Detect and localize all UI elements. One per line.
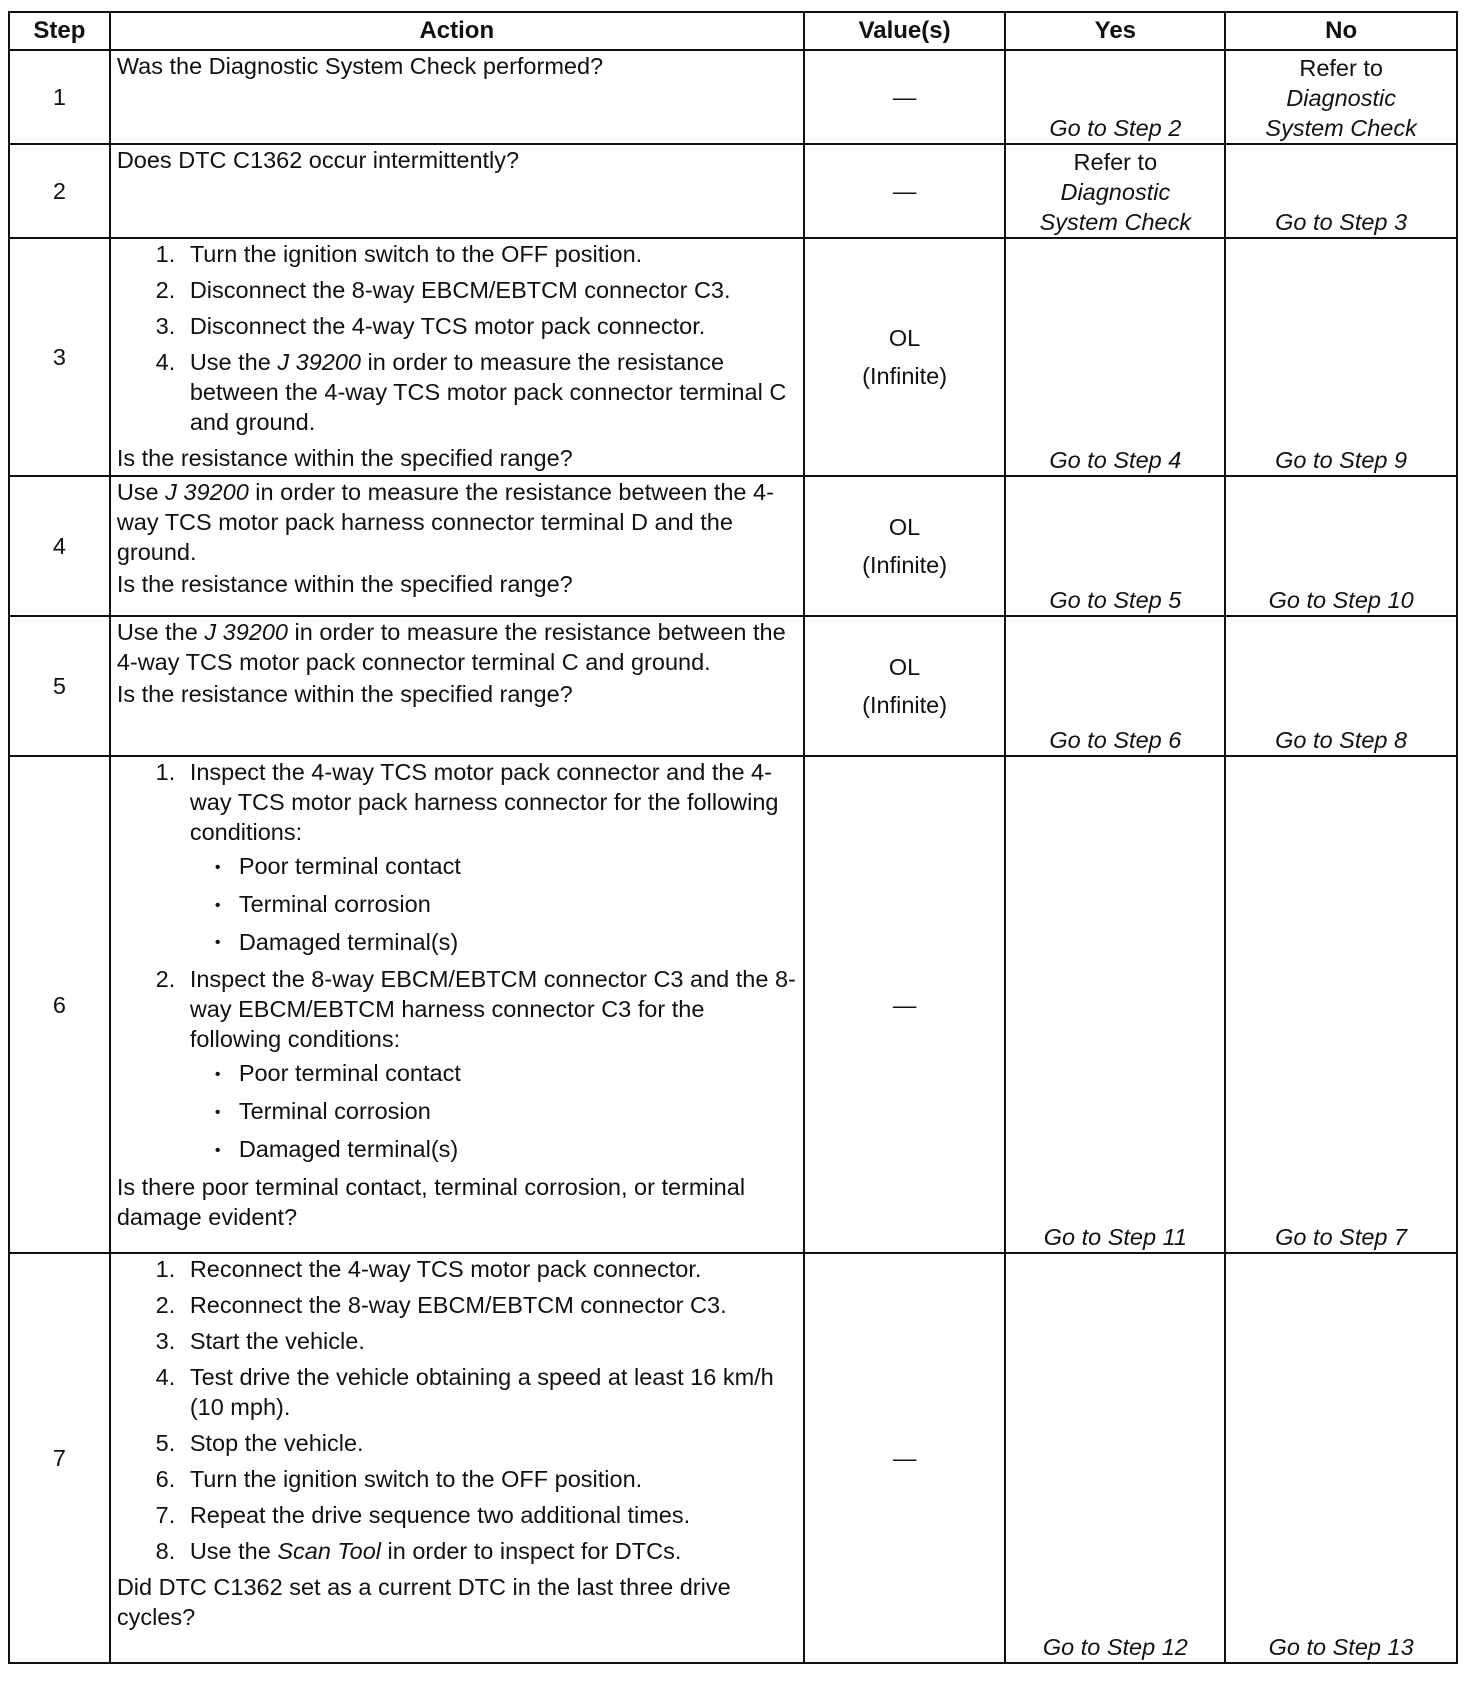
action-question: Does DTC C1362 occur intermittently? [116, 147, 520, 173]
step-number: 7 [9, 1253, 110, 1663]
action-cell [110, 756, 804, 1253]
condition-item: • Poor terminal contact [215, 851, 797, 883]
procedure-item: 4. Test drive the vehicle obtaining a speed at least 16 km/h (10 mph). [182, 1362, 797, 1422]
action-text [117, 619, 786, 675]
table-row [9, 144, 1457, 238]
action-cell [110, 144, 804, 238]
yes-cell: Go to Step 4 [1005, 238, 1225, 476]
condition-item: • Damaged terminal(s) [215, 927, 797, 959]
procedure-item: 6. Turn the ignition switch to the OFF position. [182, 1464, 797, 1494]
header-yes: Yes [1005, 12, 1225, 50]
header-no: No [1225, 12, 1457, 50]
action-cell [110, 50, 804, 144]
procedure-item [182, 964, 797, 1165]
procedure-text: Inspect the 8-way EBCM/EBTCM connector C3 and the 8-way EBCM/EBTCM harness connector C3 for the following conditions: [189, 966, 796, 1053]
text-fragment: in order to measure the resistance between the 4-way TCS motor pack connector terminal C and ground. [189, 349, 787, 435]
step-number: 5 [9, 616, 110, 756]
no-cell: Go to Step 7 [1225, 756, 1457, 1253]
value-cell: — [804, 756, 1006, 1253]
no-cell: Go to Step 9 [1225, 238, 1457, 476]
yes-cell: Go to Step 11 [1005, 756, 1225, 1253]
value-cell: — [804, 50, 1006, 144]
action-question: Was the Diagnostic System Check performed? [116, 53, 604, 79]
action-question: Is there poor terminal contact, terminal corrosion, or terminal damage evident? [116, 1173, 746, 1230]
no-ref-line: Refer to [1299, 55, 1383, 81]
procedure-item [182, 1536, 797, 1566]
action-text [117, 479, 774, 565]
action-cell [110, 616, 804, 756]
value-line: OL [888, 514, 921, 540]
text-fragment: in order to measure the resistance between the 4-way TCS motor pack harness connector terminal D and the ground. [116, 479, 774, 565]
tool-name: J 39200 [165, 479, 249, 505]
step-number: 2 [9, 144, 110, 238]
tool-name: J 39200 [204, 619, 288, 645]
value-cell [804, 476, 1006, 616]
step-number: 3 [9, 238, 110, 476]
value-line: (Infinite) [862, 363, 948, 389]
text-fragment: Use the [189, 1538, 278, 1564]
text-fragment: in order to measure the resistance between the 4-way TCS motor pack connector terminal C and ground. [116, 619, 786, 675]
value-line: (Infinite) [862, 692, 948, 718]
value-cell [804, 616, 1006, 756]
yes-cell [1005, 144, 1225, 238]
condition-item: • Poor terminal contact [215, 1058, 797, 1090]
value-cell: — [804, 1253, 1006, 1663]
action-question: Is the resistance within the specified range? [116, 681, 573, 707]
step-number: 6 [9, 756, 110, 1253]
procedure-item: 3. Disconnect the 4-way TCS motor pack connector. [182, 311, 797, 341]
procedure-item: 1. Turn the ignition switch to the OFF position. [182, 239, 797, 269]
procedure-item: 2. Reconnect the 8-way EBCM/EBTCM connector C3. [182, 1290, 797, 1320]
value-line: OL [888, 325, 921, 351]
text-fragment: in order to inspect for DTCs. [381, 1538, 682, 1564]
procedure-item: 2. Disconnect the 8-way EBCM/EBTCM connector C3. [182, 275, 797, 305]
procedure-list [117, 239, 797, 437]
condition-list [190, 851, 797, 958]
no-ref-line: System Check [1265, 115, 1417, 141]
yes-cell: Go to Step 12 [1005, 1253, 1225, 1663]
table-row [9, 50, 1457, 144]
diagnostic-table [8, 11, 1458, 1664]
yes-cell: Go to Step 6 [1005, 616, 1225, 756]
procedure-text: Inspect the 4-way TCS motor pack connector and the 4-way TCS motor pack harness connector for the following conditions: [189, 759, 779, 845]
text-fragment: Use the [116, 619, 205, 645]
procedure-list [117, 1254, 797, 1566]
step-number: 1 [9, 50, 110, 144]
procedure-item: 1. Reconnect the 4-way TCS motor pack connector. [182, 1254, 797, 1284]
no-cell [1225, 50, 1457, 144]
value-cell: — [804, 144, 1006, 238]
condition-item: • Terminal corrosion [215, 1096, 797, 1128]
procedure-item [182, 757, 797, 958]
condition-item: • Damaged terminal(s) [215, 1134, 797, 1166]
no-ref-line: Diagnostic [1286, 85, 1396, 111]
yes-ref-line: Diagnostic [1060, 179, 1171, 205]
procedure-item [182, 347, 797, 437]
table-row [9, 756, 1457, 1253]
text-fragment: Use the [189, 349, 278, 375]
procedure-item: 3. Start the vehicle. [182, 1326, 797, 1356]
no-cell: Go to Step 10 [1225, 476, 1457, 616]
header-row [9, 12, 1457, 50]
yes-cell: Go to Step 5 [1005, 476, 1225, 616]
action-cell [110, 476, 804, 616]
value-line: (Infinite) [862, 552, 948, 578]
value-cell [804, 238, 1006, 476]
condition-list [190, 1058, 797, 1165]
action-question: Is the resistance within the specified range? [116, 571, 573, 597]
tool-name: Scan Tool [277, 1538, 381, 1564]
procedure-item: 5. Stop the vehicle. [182, 1428, 797, 1458]
yes-ref-line: Refer to [1073, 149, 1158, 175]
action-cell [110, 238, 804, 476]
text-fragment: Use [116, 479, 166, 505]
action-question: Is the resistance within the specified range? [116, 445, 573, 471]
yes-ref-line: System Check [1039, 209, 1192, 235]
table-row [9, 1253, 1457, 1663]
table-row [9, 616, 1457, 756]
procedure-item: 7. Repeat the drive sequence two additional times. [182, 1500, 797, 1530]
header-values: Value(s) [804, 12, 1006, 50]
header-step: Step [9, 12, 110, 50]
value-line: OL [888, 654, 921, 680]
action-cell [110, 1253, 804, 1663]
condition-item: • Terminal corrosion [215, 889, 797, 921]
tool-name: J 39200 [277, 349, 361, 375]
table-row [9, 238, 1457, 476]
yes-cell: Go to Step 2 [1005, 50, 1225, 144]
step-number: 4 [9, 476, 110, 616]
no-cell: Go to Step 13 [1225, 1253, 1457, 1663]
table-row [9, 476, 1457, 616]
header-action: Action [110, 12, 804, 50]
no-cell: Go to Step 8 [1225, 616, 1457, 756]
no-cell: Go to Step 3 [1225, 144, 1457, 238]
action-question: Did DTC C1362 set as a current DTC in the last three drive cycles? [116, 1574, 731, 1630]
procedure-list [117, 757, 797, 1166]
